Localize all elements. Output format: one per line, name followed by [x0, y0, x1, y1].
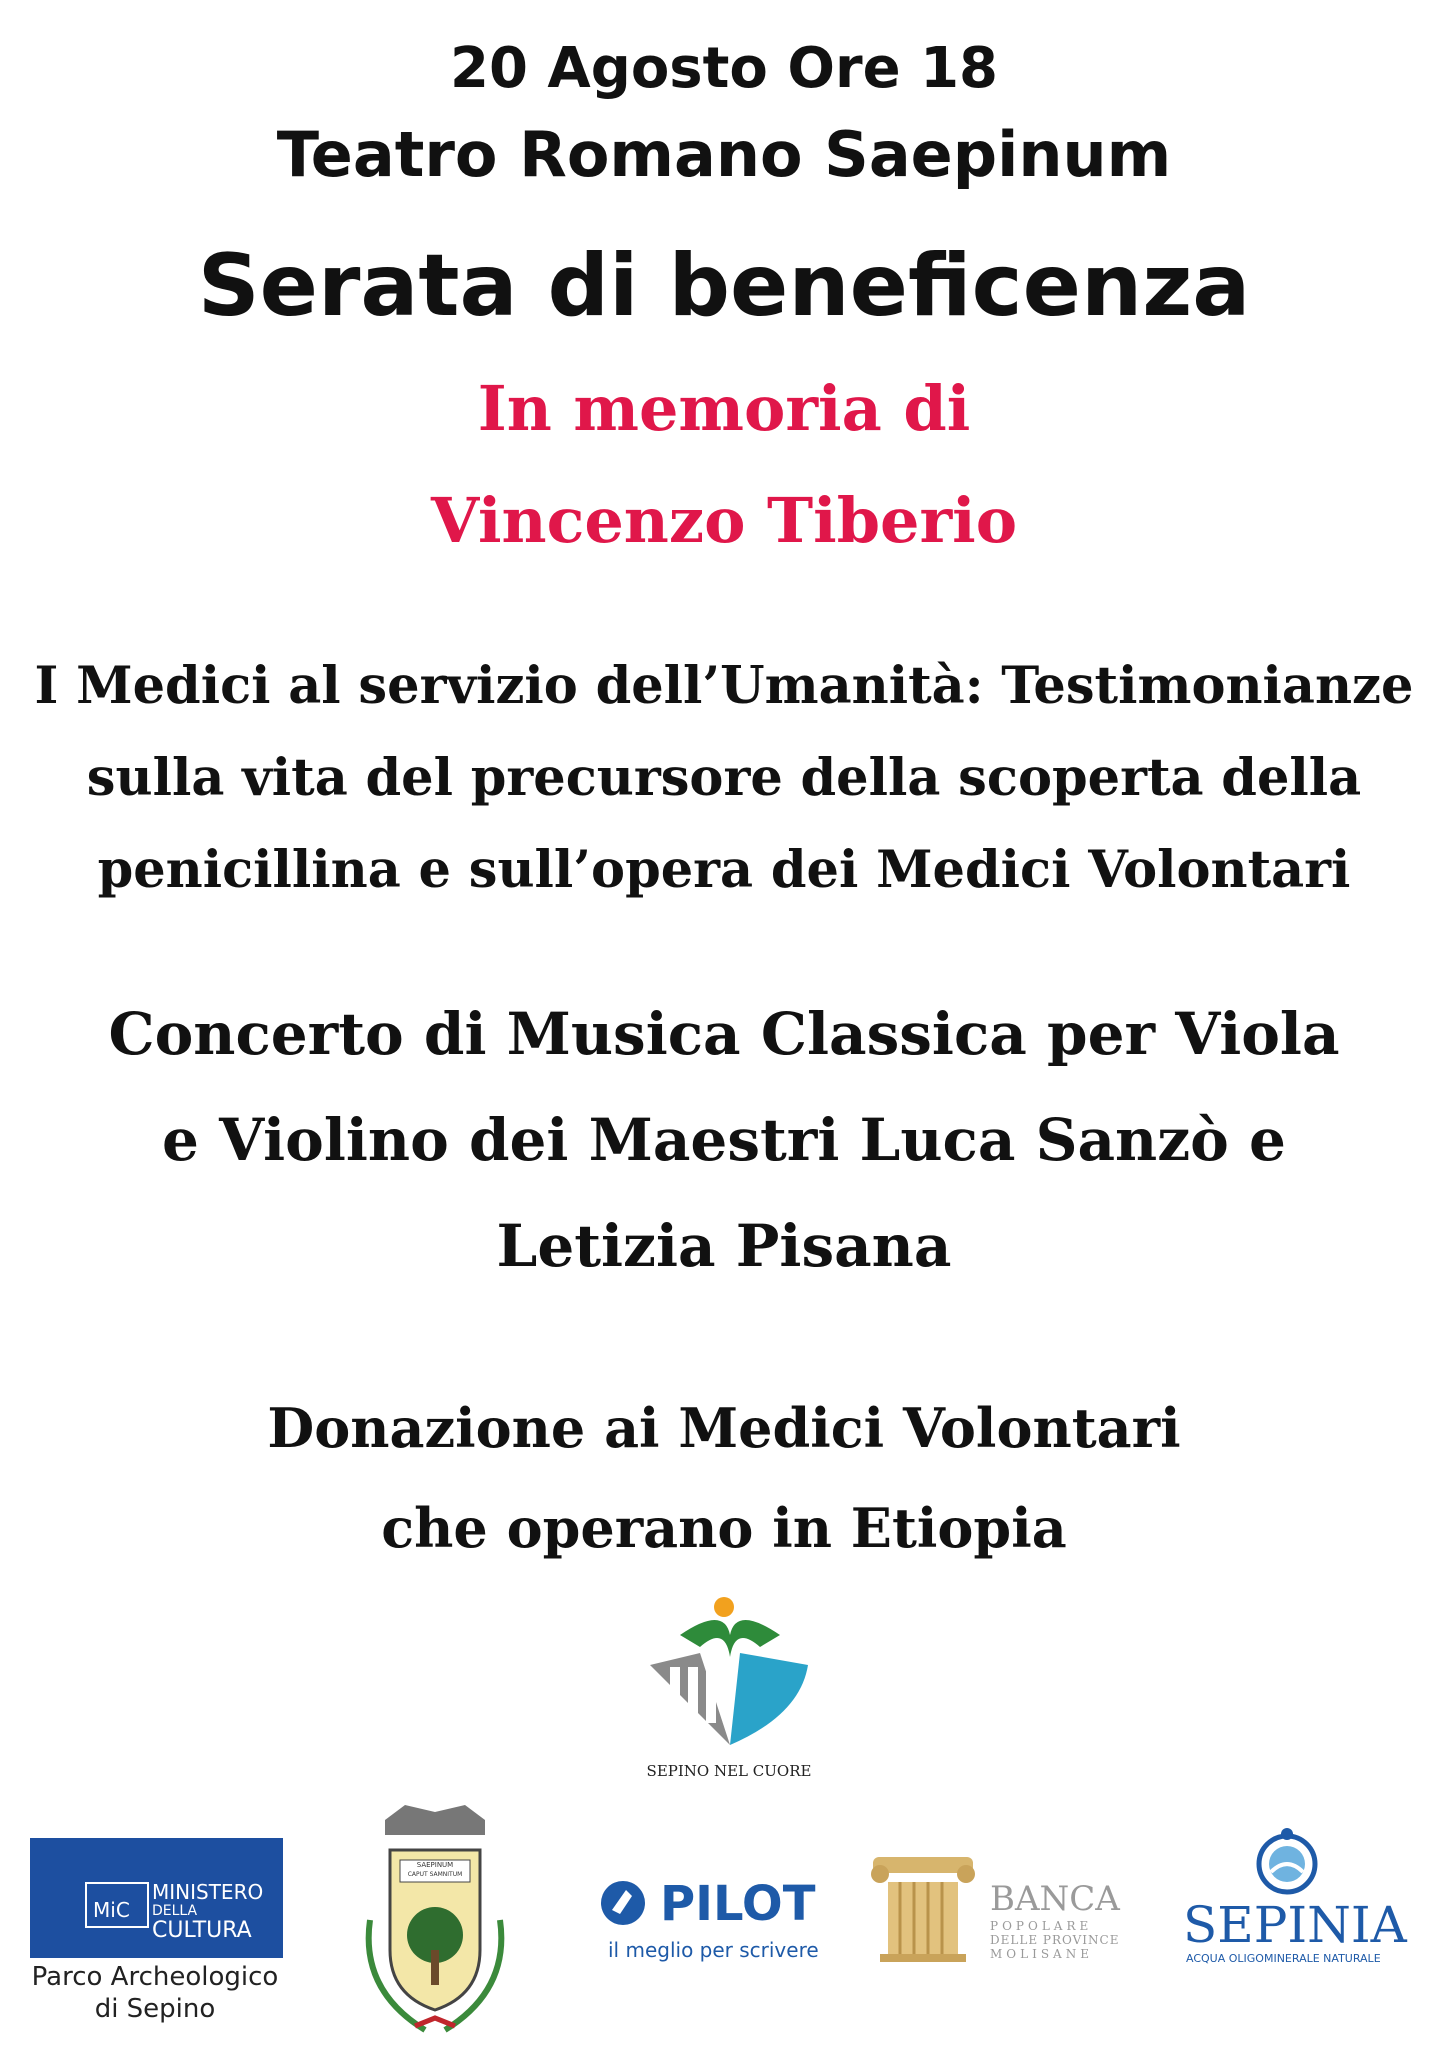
event-date-time: 20 Agosto Ore 18 [449, 36, 999, 101]
banca-line-1: BANCA [990, 1879, 1120, 1919]
pilot-tagline: il meglio per scrivere [608, 1938, 819, 1962]
municipal-crest-logo [355, 1800, 515, 2040]
crest-bottom-label: CAPUT SAMNITUM [407, 1871, 463, 1878]
talk-line-1: I Medici al servizio dell’Umanità: Testimonianze [34, 656, 1414, 716]
mic-line-1: MINISTERO [152, 1880, 264, 1904]
donation-line-1: Donazione ai Medici Volontari [267, 1396, 1181, 1460]
mic-badge: MiC [85, 1882, 149, 1928]
banca-line-2: POPOLARE [990, 1919, 1093, 1933]
mic-sub-2: di Sepino [94, 1994, 216, 2024]
donation-line-2: che operano in Etiopia [381, 1496, 1067, 1560]
municipal-crest [355, 1800, 515, 2040]
pilot-logo-icon [598, 1878, 648, 1928]
concert-line-1: Concerto di Musica Classica per Viola [108, 1000, 1340, 1068]
memorial-line-2: Vincenzo Tiberio [430, 484, 1018, 557]
talk-line-3: penicillina e sull’opera dei Medici Volontari [97, 840, 1351, 900]
crest-top-label: SAEPINUM [416, 1861, 454, 1869]
sepinia-tagline: ACQUA OLIGOMINERALE NATURALE [1186, 1952, 1381, 1965]
pilot-name: PILOT [660, 1876, 816, 1932]
concert-line-2: e Violino dei Maestri Luca Sanzò e [162, 1106, 1286, 1174]
mic-line-3: CULTURA [152, 1918, 252, 1943]
banca-line-4: MOLISANE [990, 1947, 1093, 1961]
event-venue: Teatro Romano Saepinum [276, 118, 1172, 191]
sepino-nel-cuore-label: SEPINO NEL CUORE [646, 1762, 812, 1780]
mic-sub-1: Parco Archeologico [31, 1962, 279, 1992]
ionic-column-icon [868, 1852, 978, 1964]
memorial-line-1: In memoria di [477, 372, 971, 445]
sepino-nel-cuore-logo [640, 1595, 820, 1775]
banca-line-3: DELLE PROVINCE [990, 1933, 1120, 1947]
concert-line-3: Letizia Pisana [496, 1212, 952, 1280]
mic-logo [30, 1838, 283, 1958]
talk-line-2: sulla vita del precursore della scoperta della [86, 748, 1362, 808]
sepinia-name: SEPINIA [1183, 1896, 1407, 1954]
mic-line-2: DELLA [152, 1903, 198, 1919]
heart-columns-logo [640, 1595, 820, 1775]
sepinia-emblem-icon [1247, 1826, 1327, 1896]
event-title: Serata di beneficenza [197, 236, 1251, 336]
